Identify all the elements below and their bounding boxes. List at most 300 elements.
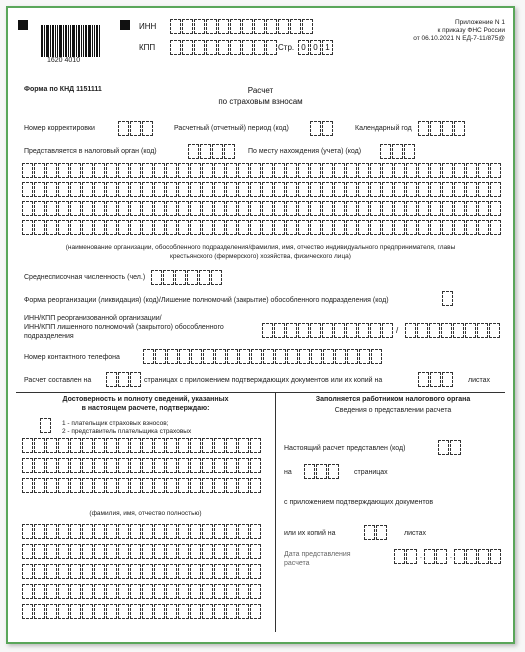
- input-cell[interactable]: [118, 604, 129, 619]
- input-cell[interactable]: [154, 438, 165, 453]
- pages-cells[interactable]: [106, 372, 142, 387]
- input-cell[interactable]: [130, 584, 141, 599]
- input-cell[interactable]: [166, 458, 177, 473]
- input-cell[interactable]: [130, 438, 141, 453]
- input-cell[interactable]: [166, 584, 177, 599]
- input-cell[interactable]: [94, 458, 105, 473]
- input-cell[interactable]: [418, 201, 429, 216]
- input-cell[interactable]: [94, 564, 105, 579]
- grid-row[interactable]: [22, 604, 262, 619]
- input-cell[interactable]: [94, 478, 105, 493]
- year-cells[interactable]: [418, 121, 466, 136]
- input-cell[interactable]: [406, 182, 417, 197]
- input-cell[interactable]: [358, 182, 369, 197]
- input-cell[interactable]: [238, 584, 249, 599]
- input-cell[interactable]: [166, 182, 177, 197]
- input-cell[interactable]: [22, 604, 33, 619]
- input-cell[interactable]: [82, 564, 93, 579]
- input-cell[interactable]: [154, 564, 165, 579]
- input-cell[interactable]: [334, 163, 345, 178]
- input-cell[interactable]: [178, 584, 189, 599]
- input-cell[interactable]: [490, 201, 501, 216]
- input-cell[interactable]: [154, 478, 165, 493]
- input-cell[interactable]: [34, 524, 45, 539]
- input-cell[interactable]: [190, 564, 201, 579]
- input-cell[interactable]: [130, 524, 141, 539]
- input-cell[interactable]: [190, 478, 201, 493]
- input-cell[interactable]: [106, 478, 117, 493]
- input-cell[interactable]: [154, 604, 165, 619]
- input-cell[interactable]: [178, 438, 189, 453]
- input-cell[interactable]: [298, 201, 309, 216]
- input-cell[interactable]: [466, 182, 477, 197]
- phone-digit-cell[interactable]: [191, 349, 202, 364]
- input-cell[interactable]: [70, 163, 81, 178]
- input-cell[interactable]: [70, 544, 81, 559]
- input-cell[interactable]: [250, 478, 261, 493]
- input-cell[interactable]: [70, 584, 81, 599]
- input-cell[interactable]: [322, 163, 333, 178]
- input-cell[interactable]: [250, 182, 261, 197]
- input-cell[interactable]: [322, 201, 333, 216]
- input-cell[interactable]: [58, 438, 69, 453]
- location-cells[interactable]: [380, 144, 416, 159]
- input-cell[interactable]: [142, 544, 153, 559]
- input-cell[interactable]: [22, 201, 33, 216]
- input-cell[interactable]: [214, 544, 225, 559]
- input-cell[interactable]: [94, 438, 105, 453]
- input-cell[interactable]: [382, 201, 393, 216]
- input-cell[interactable]: [46, 163, 57, 178]
- input-cell[interactable]: [214, 478, 225, 493]
- input-cell[interactable]: [166, 544, 177, 559]
- input-cell[interactable]: [382, 220, 393, 235]
- input-cell[interactable]: [286, 163, 297, 178]
- input-cell[interactable]: [82, 201, 93, 216]
- input-cell[interactable]: [274, 220, 285, 235]
- input-cell[interactable]: [46, 604, 57, 619]
- input-cell[interactable]: [70, 524, 81, 539]
- input-cell[interactable]: [130, 201, 141, 216]
- input-cell[interactable]: [154, 182, 165, 197]
- input-cell[interactable]: [34, 163, 45, 178]
- input-cell[interactable]: [106, 182, 117, 197]
- input-cell[interactable]: [334, 182, 345, 197]
- phone-digit-cell[interactable]: [311, 349, 322, 364]
- input-cell[interactable]: [106, 564, 117, 579]
- input-cell[interactable]: [238, 544, 249, 559]
- input-cell[interactable]: [34, 564, 45, 579]
- input-cell[interactable]: [430, 201, 441, 216]
- input-cell[interactable]: [478, 163, 489, 178]
- input-cell[interactable]: [154, 201, 165, 216]
- input-cell[interactable]: [190, 438, 201, 453]
- input-cell[interactable]: [118, 584, 129, 599]
- input-cell[interactable]: [22, 163, 33, 178]
- input-cell[interactable]: [190, 544, 201, 559]
- input-cell[interactable]: [58, 458, 69, 473]
- phone-digit-cell[interactable]: [239, 349, 250, 364]
- phone-digit-cell[interactable]: [143, 349, 154, 364]
- input-cell[interactable]: [226, 438, 237, 453]
- input-cell[interactable]: [202, 163, 213, 178]
- input-cell[interactable]: [418, 182, 429, 197]
- input-cell[interactable]: [130, 220, 141, 235]
- input-cell[interactable]: [130, 478, 141, 493]
- input-cell[interactable]: [430, 163, 441, 178]
- input-cell[interactable]: [178, 604, 189, 619]
- input-cell[interactable]: [202, 604, 213, 619]
- grid-row[interactable]: [22, 524, 262, 539]
- input-cell[interactable]: [166, 163, 177, 178]
- input-cell[interactable]: [178, 220, 189, 235]
- input-cell[interactable]: [370, 182, 381, 197]
- input-cell[interactable]: [118, 458, 129, 473]
- input-cell[interactable]: [490, 163, 501, 178]
- input-cell[interactable]: [94, 201, 105, 216]
- phone-cells[interactable]: [143, 349, 383, 364]
- input-cell[interactable]: [22, 438, 33, 453]
- input-cell[interactable]: [250, 524, 261, 539]
- input-cell[interactable]: [58, 478, 69, 493]
- input-cell[interactable]: [226, 220, 237, 235]
- input-cell[interactable]: [82, 438, 93, 453]
- phone-digit-cell[interactable]: [263, 349, 274, 364]
- input-cell[interactable]: [202, 201, 213, 216]
- input-cell[interactable]: [238, 201, 249, 216]
- input-cell[interactable]: [142, 438, 153, 453]
- input-cell[interactable]: [274, 163, 285, 178]
- input-cell[interactable]: [202, 458, 213, 473]
- input-cell[interactable]: [82, 458, 93, 473]
- signer-type-cell[interactable]: [40, 418, 52, 433]
- input-cell[interactable]: [190, 524, 201, 539]
- input-cell[interactable]: [70, 604, 81, 619]
- input-cell[interactable]: [70, 564, 81, 579]
- input-cell[interactable]: [298, 182, 309, 197]
- input-cell[interactable]: [238, 564, 249, 579]
- input-cell[interactable]: [226, 458, 237, 473]
- headcount-cells[interactable]: [151, 270, 223, 285]
- input-cell[interactable]: [490, 220, 501, 235]
- input-cell[interactable]: [34, 584, 45, 599]
- input-cell[interactable]: [82, 478, 93, 493]
- input-cell[interactable]: [154, 220, 165, 235]
- input-cell[interactable]: [334, 201, 345, 216]
- phone-digit-cell[interactable]: [371, 349, 382, 364]
- grid-row[interactable]: [22, 438, 262, 453]
- input-cell[interactable]: [214, 438, 225, 453]
- grid-row[interactable]: [22, 564, 262, 579]
- submitted-pages-cells[interactable]: [304, 464, 340, 479]
- grid-row[interactable]: [22, 220, 502, 235]
- input-cell[interactable]: [226, 544, 237, 559]
- input-cell[interactable]: [58, 182, 69, 197]
- input-cell[interactable]: [382, 163, 393, 178]
- input-cell[interactable]: [130, 182, 141, 197]
- input-cell[interactable]: [34, 458, 45, 473]
- input-cell[interactable]: [130, 564, 141, 579]
- phone-digit-cell[interactable]: [347, 349, 358, 364]
- input-cell[interactable]: [190, 201, 201, 216]
- input-cell[interactable]: [70, 438, 81, 453]
- input-cell[interactable]: [286, 201, 297, 216]
- input-cell[interactable]: [166, 201, 177, 216]
- input-cell[interactable]: [46, 182, 57, 197]
- grid-row[interactable]: [22, 201, 502, 216]
- input-cell[interactable]: [358, 220, 369, 235]
- input-cell[interactable]: [178, 182, 189, 197]
- input-cell[interactable]: [250, 564, 261, 579]
- input-cell[interactable]: [226, 478, 237, 493]
- input-cell[interactable]: [202, 544, 213, 559]
- period-cells[interactable]: [310, 121, 334, 136]
- input-cell[interactable]: [22, 478, 33, 493]
- input-cell[interactable]: [94, 524, 105, 539]
- input-cell[interactable]: [178, 201, 189, 216]
- input-cell[interactable]: [190, 182, 201, 197]
- grid-row[interactable]: [22, 458, 262, 473]
- phone-digit-cell[interactable]: [359, 349, 370, 364]
- grid-row[interactable]: [22, 544, 262, 559]
- input-cell[interactable]: [34, 604, 45, 619]
- phone-digit-cell[interactable]: [167, 349, 178, 364]
- input-cell[interactable]: [442, 220, 453, 235]
- input-cell[interactable]: [118, 163, 129, 178]
- input-cell[interactable]: [454, 220, 465, 235]
- input-cell[interactable]: [82, 182, 93, 197]
- input-cell[interactable]: [346, 220, 357, 235]
- phone-digit-cell[interactable]: [179, 349, 190, 364]
- input-cell[interactable]: [226, 201, 237, 216]
- input-cell[interactable]: [202, 438, 213, 453]
- input-cell[interactable]: [238, 478, 249, 493]
- input-cell[interactable]: [286, 182, 297, 197]
- input-cell[interactable]: [250, 163, 261, 178]
- input-cell[interactable]: [118, 201, 129, 216]
- input-cell[interactable]: [454, 182, 465, 197]
- input-cell[interactable]: [142, 458, 153, 473]
- input-cell[interactable]: [466, 220, 477, 235]
- input-cell[interactable]: [46, 220, 57, 235]
- input-cell[interactable]: [226, 182, 237, 197]
- copies-cells[interactable]: [364, 525, 388, 540]
- input-cell[interactable]: [250, 458, 261, 473]
- input-cell[interactable]: [22, 544, 33, 559]
- input-cell[interactable]: [214, 163, 225, 178]
- input-cell[interactable]: [82, 544, 93, 559]
- input-cell[interactable]: [118, 438, 129, 453]
- input-cell[interactable]: [166, 604, 177, 619]
- input-cell[interactable]: [58, 201, 69, 216]
- input-cell[interactable]: [298, 220, 309, 235]
- phone-digit-cell[interactable]: [323, 349, 334, 364]
- input-cell[interactable]: [214, 604, 225, 619]
- input-cell[interactable]: [142, 584, 153, 599]
- input-cell[interactable]: [130, 604, 141, 619]
- input-cell[interactable]: [214, 201, 225, 216]
- input-cell[interactable]: [22, 458, 33, 473]
- input-cell[interactable]: [178, 524, 189, 539]
- input-cell[interactable]: [106, 163, 117, 178]
- input-cell[interactable]: [82, 524, 93, 539]
- input-cell[interactable]: [70, 478, 81, 493]
- phone-digit-cell[interactable]: [203, 349, 214, 364]
- input-cell[interactable]: [238, 524, 249, 539]
- phone-digit-cell[interactable]: [275, 349, 286, 364]
- input-cell[interactable]: [82, 163, 93, 178]
- input-cell[interactable]: [46, 584, 57, 599]
- input-cell[interactable]: [58, 584, 69, 599]
- input-cell[interactable]: [34, 438, 45, 453]
- input-cell[interactable]: [250, 220, 261, 235]
- input-cell[interactable]: [178, 544, 189, 559]
- input-cell[interactable]: [82, 604, 93, 619]
- input-cell[interactable]: [118, 564, 129, 579]
- input-cell[interactable]: [34, 220, 45, 235]
- input-cell[interactable]: [238, 604, 249, 619]
- input-cell[interactable]: [106, 604, 117, 619]
- input-cell[interactable]: [118, 544, 129, 559]
- input-cell[interactable]: [82, 220, 93, 235]
- input-cell[interactable]: [394, 163, 405, 178]
- input-cell[interactable]: [34, 544, 45, 559]
- input-cell[interactable]: [190, 604, 201, 619]
- input-cell[interactable]: [466, 201, 477, 216]
- input-cell[interactable]: [118, 524, 129, 539]
- input-cell[interactable]: [394, 201, 405, 216]
- input-cell[interactable]: [46, 544, 57, 559]
- input-cell[interactable]: [106, 438, 117, 453]
- input-cell[interactable]: [22, 182, 33, 197]
- input-cell[interactable]: [142, 220, 153, 235]
- input-cell[interactable]: [202, 220, 213, 235]
- input-cell[interactable]: [346, 163, 357, 178]
- input-cell[interactable]: [262, 163, 273, 178]
- input-cell[interactable]: [142, 524, 153, 539]
- input-cell[interactable]: [94, 584, 105, 599]
- input-cell[interactable]: [130, 163, 141, 178]
- input-cell[interactable]: [226, 564, 237, 579]
- input-cell[interactable]: [178, 564, 189, 579]
- phone-digit-cell[interactable]: [155, 349, 166, 364]
- input-cell[interactable]: [250, 604, 261, 619]
- input-cell[interactable]: [130, 458, 141, 473]
- input-cell[interactable]: [238, 163, 249, 178]
- page-number-cells[interactable]: [298, 40, 334, 55]
- input-cell[interactable]: [226, 163, 237, 178]
- input-cell[interactable]: [454, 201, 465, 216]
- input-cell[interactable]: [442, 201, 453, 216]
- reorg-kpp-cells[interactable]: [405, 323, 501, 338]
- input-cell[interactable]: [202, 584, 213, 599]
- input-cell[interactable]: [370, 201, 381, 216]
- presented-code-cells[interactable]: [438, 440, 462, 455]
- input-cell[interactable]: [490, 182, 501, 197]
- input-cell[interactable]: [46, 524, 57, 539]
- input-cell[interactable]: [202, 524, 213, 539]
- input-cell[interactable]: [430, 182, 441, 197]
- input-cell[interactable]: [478, 201, 489, 216]
- reorg-cells[interactable]: [442, 291, 454, 306]
- input-cell[interactable]: [70, 201, 81, 216]
- input-cell[interactable]: [58, 544, 69, 559]
- input-cell[interactable]: [226, 604, 237, 619]
- input-cell[interactable]: [430, 220, 441, 235]
- input-cell[interactable]: [58, 163, 69, 178]
- input-cell[interactable]: [106, 524, 117, 539]
- input-cell[interactable]: [334, 220, 345, 235]
- input-cell[interactable]: [106, 201, 117, 216]
- input-cell[interactable]: [58, 564, 69, 579]
- reorg-inn-cells[interactable]: [262, 323, 394, 338]
- input-cell[interactable]: [202, 564, 213, 579]
- input-cell[interactable]: [94, 220, 105, 235]
- input-cell[interactable]: [346, 201, 357, 216]
- input-cell[interactable]: [142, 201, 153, 216]
- input-cell[interactable]: [94, 182, 105, 197]
- input-cell[interactable]: [310, 163, 321, 178]
- input-cell[interactable]: [478, 220, 489, 235]
- attachment-sheets-cells[interactable]: [418, 372, 454, 387]
- input-cell[interactable]: [142, 163, 153, 178]
- input-cell[interactable]: [142, 182, 153, 197]
- input-cell[interactable]: [238, 438, 249, 453]
- input-cell[interactable]: [358, 163, 369, 178]
- input-cell[interactable]: [442, 182, 453, 197]
- input-cell[interactable]: [154, 584, 165, 599]
- input-cell[interactable]: [118, 182, 129, 197]
- input-cell[interactable]: [238, 182, 249, 197]
- input-cell[interactable]: [154, 524, 165, 539]
- grid-row[interactable]: [22, 584, 262, 599]
- input-cell[interactable]: [310, 182, 321, 197]
- kpp-cells[interactable]: [170, 40, 278, 55]
- input-cell[interactable]: [82, 584, 93, 599]
- input-cell[interactable]: [46, 438, 57, 453]
- phone-digit-cell[interactable]: [299, 349, 310, 364]
- input-cell[interactable]: [142, 564, 153, 579]
- input-cell[interactable]: [214, 182, 225, 197]
- input-cell[interactable]: [166, 478, 177, 493]
- input-cell[interactable]: [214, 458, 225, 473]
- input-cell[interactable]: [310, 201, 321, 216]
- input-cell[interactable]: [178, 478, 189, 493]
- input-cell[interactable]: [214, 220, 225, 235]
- input-cell[interactable]: [190, 458, 201, 473]
- input-cell[interactable]: [226, 584, 237, 599]
- input-cell[interactable]: [286, 220, 297, 235]
- input-cell[interactable]: [394, 220, 405, 235]
- input-cell[interactable]: [70, 220, 81, 235]
- input-cell[interactable]: [166, 438, 177, 453]
- input-cell[interactable]: [406, 201, 417, 216]
- input-cell[interactable]: [214, 524, 225, 539]
- input-cell[interactable]: [166, 564, 177, 579]
- phone-digit-cell[interactable]: [227, 349, 238, 364]
- input-cell[interactable]: [118, 478, 129, 493]
- input-cell[interactable]: [478, 182, 489, 197]
- input-cell[interactable]: [178, 163, 189, 178]
- phone-digit-cell[interactable]: [287, 349, 298, 364]
- inn-cells[interactable]: [170, 19, 314, 34]
- input-cell[interactable]: [22, 564, 33, 579]
- phone-digit-cell[interactable]: [251, 349, 262, 364]
- input-cell[interactable]: [58, 524, 69, 539]
- input-cell[interactable]: [394, 182, 405, 197]
- input-cell[interactable]: [154, 544, 165, 559]
- input-cell[interactable]: [106, 220, 117, 235]
